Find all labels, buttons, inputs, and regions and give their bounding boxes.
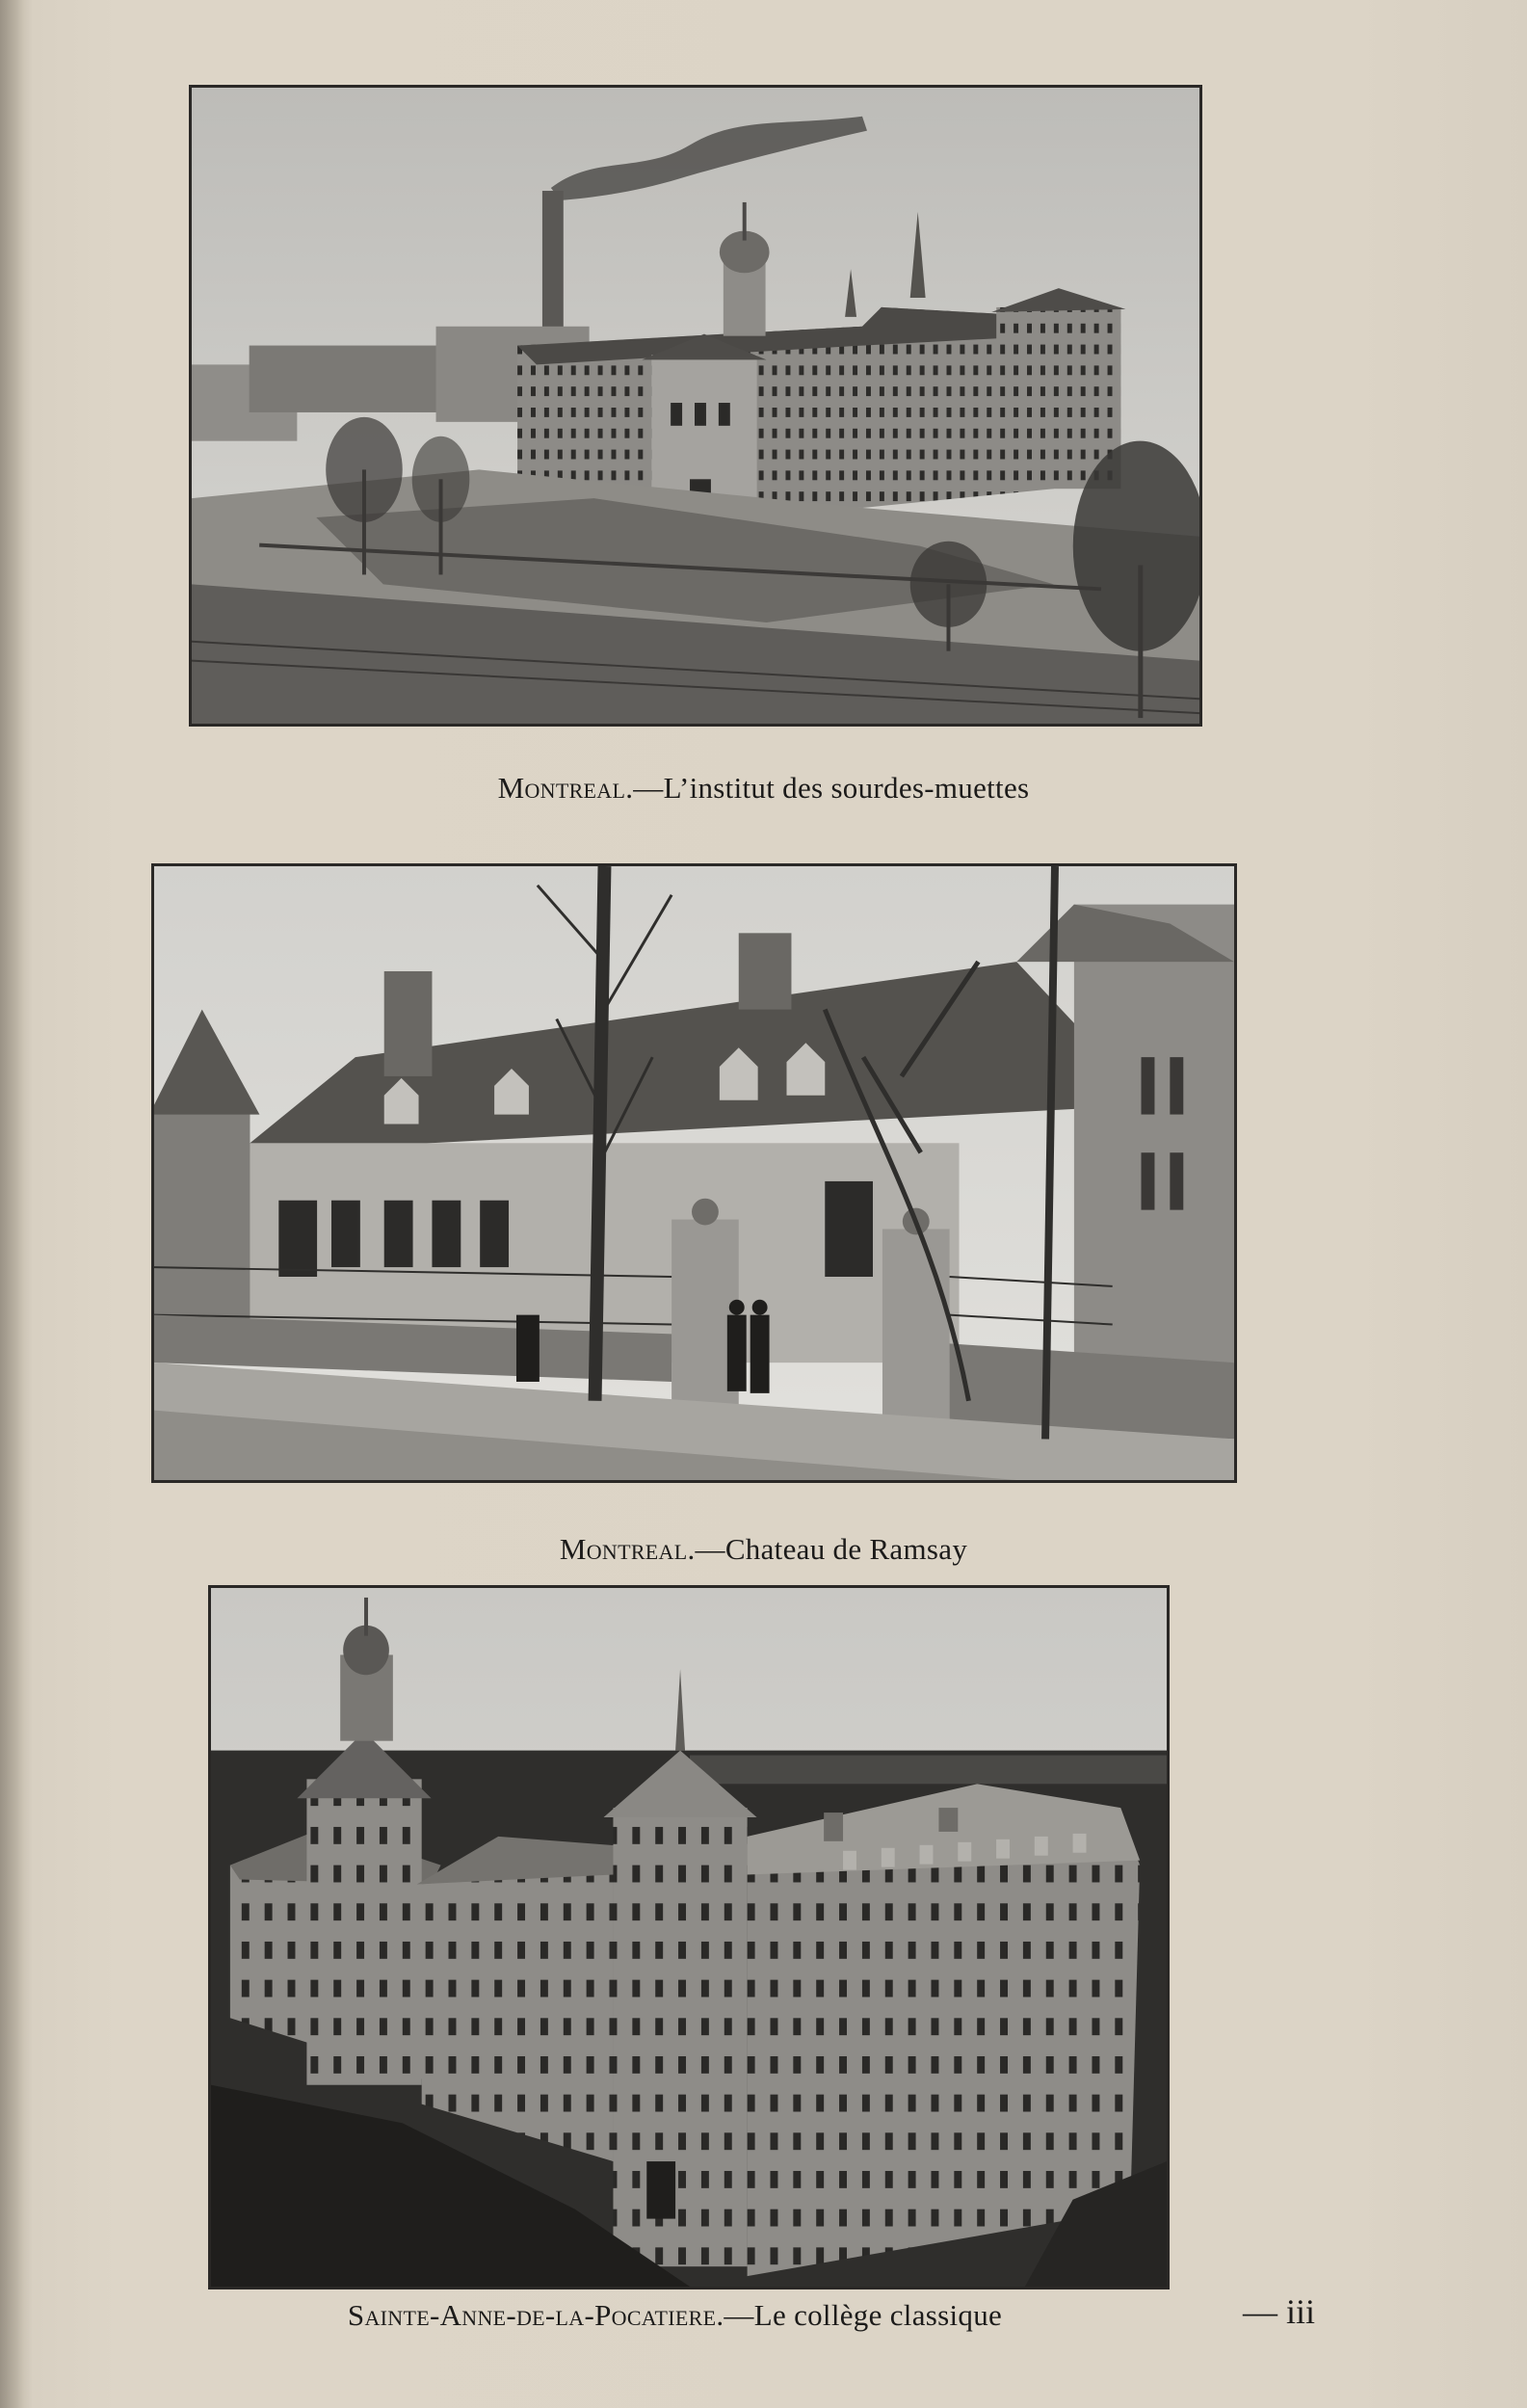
caption-institut bbox=[0, 771, 1527, 806]
page-number: — iii bbox=[1243, 2292, 1316, 2331]
caption-subject: L’institut des sourdes-muettes bbox=[663, 771, 1030, 805]
caption-college bbox=[0, 2298, 1438, 2333]
caption-chateau bbox=[0, 1532, 1527, 1567]
caption-separator: .— bbox=[716, 2298, 754, 2332]
photo-college-classique bbox=[208, 1585, 1170, 2289]
caption-subject: Le collège classique bbox=[753, 2298, 1003, 2332]
caption-place: Montreal bbox=[497, 771, 626, 805]
photo-chateau-de-ramsay bbox=[151, 863, 1237, 1483]
book-spine-shadow bbox=[0, 0, 25, 2408]
caption-subject: Chateau de Ramsay bbox=[724, 1532, 968, 1566]
caption-place: Sainte-Anne-de-la-Pocatiere bbox=[347, 2298, 717, 2332]
caption-place: Montreal bbox=[559, 1532, 688, 1566]
caption-separator: .— bbox=[687, 1532, 725, 1566]
photo-institut-sourdes-muettes bbox=[189, 85, 1202, 727]
caption-separator: .— bbox=[625, 771, 664, 805]
